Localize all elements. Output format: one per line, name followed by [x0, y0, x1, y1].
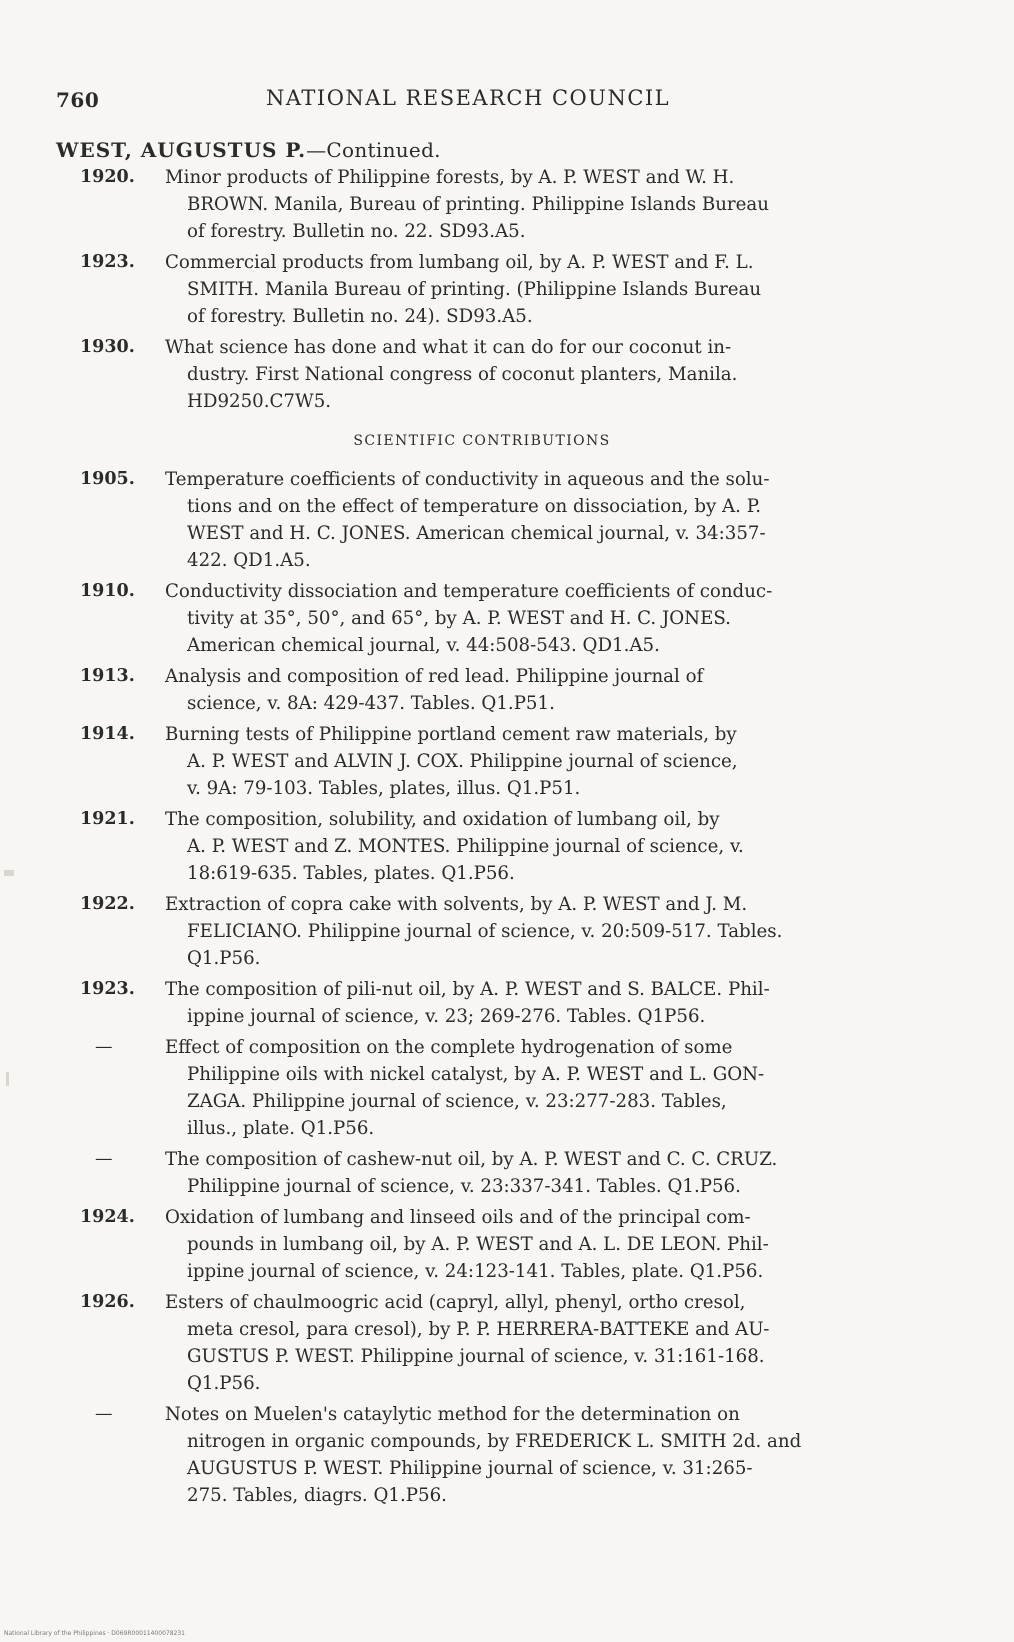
entry-year: 1910. — [80, 581, 135, 601]
bibliography-entry — [70, 1401, 925, 1509]
bibliography-entry — [70, 334, 925, 415]
entry-text — [165, 1034, 925, 1142]
entry-line: 18:619-635. Tables, plates. Q1.P56. — [187, 863, 515, 884]
entry-year: 1926. — [80, 1292, 135, 1312]
contribution-entries — [70, 466, 925, 1513]
entry-year: — — [95, 1037, 113, 1057]
entry-line: tions and on the effect of temperature on dissociation, by A. P. — [187, 496, 762, 517]
entry-line: BROWN. Manila, Bureau of printing. Philippine Islands Bureau — [187, 194, 769, 215]
entry-line: tivity at 35°, 50°, and 65°, by A. P. WEST and H. C. JONES. — [187, 608, 731, 629]
book-entries — [70, 164, 925, 419]
bibliography-entry — [70, 466, 925, 574]
entry-line: The composition, solubility, and oxidation of lumbang oil, by — [165, 809, 720, 830]
entry-line: illus., plate. Q1.P56. — [187, 1118, 375, 1139]
entry-year: 1921. — [80, 809, 135, 829]
bibliography-entry — [70, 976, 925, 1030]
bibliography-entry — [70, 578, 925, 659]
entry-line: 422. QD1.A5. — [187, 550, 311, 571]
bibliography-entry — [70, 249, 925, 330]
entry-line: Minor products of Philippine forests, by A. P. WEST and W. H. — [165, 167, 735, 188]
entry-year: 1913. — [80, 666, 135, 686]
entry-line: The composition of cashew-nut oil, by A. P. WEST and C. C. CRUZ. — [165, 1149, 778, 1170]
entry-year: 1922. — [80, 894, 135, 914]
entry-line: Conductivity dissociation and temperature coefficients of conduc- — [165, 581, 773, 602]
entry-text — [165, 976, 925, 1030]
entry-line: Q1.P56. — [187, 948, 261, 969]
entry-line: 275. Tables, diagrs. Q1.P56. — [187, 1485, 447, 1506]
bibliography-entry — [70, 663, 925, 717]
section-heading: SCIENTIFIC CONTRIBUTIONS — [353, 433, 611, 449]
entry-year: 1924. — [80, 1207, 135, 1227]
author-name: WEST, AUGUSTUS P. — [56, 138, 307, 162]
entry-line: AUGUSTUS P. WEST. Philippine journal of science, v. 31:265- — [187, 1458, 753, 1479]
entry-year: — — [95, 1149, 113, 1169]
entry-text — [165, 663, 925, 717]
entry-text — [165, 164, 925, 245]
scan-footer: National Library of the Philippines · D069R00011400078231 — [4, 1630, 185, 1637]
running-title: NATIONAL RESEARCH COUNCIL — [266, 86, 671, 110]
entry-line: v. 9A: 79-103. Tables, plates, illus. Q1.P51. — [187, 778, 581, 799]
bibliography-entry — [70, 1146, 925, 1200]
entry-year: 1923. — [80, 252, 135, 272]
entry-line: Commercial products from lumbang oil, by A. P. WEST and F. L. — [165, 252, 754, 273]
scan-mark — [6, 1072, 9, 1086]
entry-line: The composition of pili-nut oil, by A. P. WEST and S. BALCE. Phil- — [165, 979, 770, 1000]
entry-line: of forestry. Bulletin no. 24). SD93.A5. — [187, 306, 533, 327]
entry-year: 1914. — [80, 724, 135, 744]
entry-text — [165, 721, 925, 802]
entry-line: WEST and H. C. JONES. American chemical journal, v. 34:357- — [187, 523, 766, 544]
entry-line: FELICIANO. Philippine journal of science, v. 20:509-517. Tables. — [187, 921, 783, 942]
author-heading — [56, 138, 441, 162]
scan-mark — [4, 870, 14, 876]
entry-line: Oxidation of lumbang and linseed oils and of the principal com- — [165, 1207, 751, 1228]
entry-line: Philippine journal of science, v. 23:337-341. Tables. Q1.P56. — [187, 1176, 741, 1197]
entry-line: GUSTUS P. WEST. Philippine journal of science, v. 31:161-168. — [187, 1346, 765, 1367]
entry-text — [165, 1146, 925, 1200]
entry-line: HD9250.C7W5. — [187, 391, 332, 412]
entry-line: dustry. First National congress of coconut planters, Manila. — [187, 364, 738, 385]
bibliography-entry — [70, 1034, 925, 1142]
entry-line: Extraction of copra cake with solvents, by A. P. WEST and J. M. — [165, 894, 748, 915]
entry-line: American chemical journal, v. 44:508-543. QD1.A5. — [187, 635, 660, 656]
bibliography-entry — [70, 721, 925, 802]
entry-line: Notes on Muelen's cataylytic method for the determination on — [165, 1404, 740, 1425]
entry-line: ippine journal of science, v. 23; 269-276. Tables. Q1P56. — [187, 1006, 706, 1027]
page-header — [56, 84, 916, 124]
author-heading-suffix: —Continued. — [306, 138, 441, 162]
bibliography-entry — [70, 806, 925, 887]
entry-year: 1905. — [80, 469, 135, 489]
entry-line: Philippine oils with nickel catalyst, by A. P. WEST and L. GON- — [187, 1064, 765, 1085]
entry-year: — — [95, 1404, 113, 1424]
entry-line: of forestry. Bulletin no. 22. SD93.A5. — [187, 221, 526, 242]
entry-line: Q1.P56. — [187, 1373, 261, 1394]
bibliography-entry — [70, 891, 925, 972]
entry-year: 1920. — [80, 167, 135, 187]
entry-line: pounds in lumbang oil, by A. P. WEST and A. L. DE LEON. Phil- — [187, 1234, 769, 1255]
bibliography-entry — [70, 1289, 925, 1397]
bibliography-entry — [70, 1204, 925, 1285]
entry-text — [165, 249, 925, 330]
entry-line: meta cresol, para cresol), by P. P. HERRERA-BATTEKE and AU- — [187, 1319, 770, 1340]
entry-line: Analysis and composition of red lead. Philippine journal of — [165, 666, 704, 687]
entry-text — [165, 1204, 925, 1285]
entry-text — [165, 891, 925, 972]
bibliography-entry — [70, 164, 925, 245]
entry-line: Temperature coefficients of conductivity in aqueous and the solu- — [165, 469, 770, 490]
entry-line: Esters of chaulmoogric acid (capryl, allyl, phenyl, ortho cresol, — [165, 1292, 746, 1313]
entry-text — [165, 578, 925, 659]
entry-text — [165, 466, 925, 574]
page-number: 760 — [56, 88, 100, 112]
entry-line: A. P. WEST and Z. MONTES. Philippine journal of science, v. — [187, 836, 744, 857]
entry-text — [165, 1401, 925, 1509]
entry-line: SMITH. Manila Bureau of printing. (Philippine Islands Bureau — [187, 279, 762, 300]
entry-line: nitrogen in organic compounds, by FREDERICK L. SMITH 2d. and — [187, 1431, 802, 1452]
entry-line: ZAGA. Philippine journal of science, v. 23:277-283. Tables, — [187, 1091, 727, 1112]
entry-line: What science has done and what it can do for our coconut in- — [165, 337, 732, 358]
entry-year: 1923. — [80, 979, 135, 999]
entry-line: ippine journal of science, v. 24:123-141. Tables, plate. Q1.P56. — [187, 1261, 764, 1282]
entry-text — [165, 334, 925, 415]
entry-line: Burning tests of Philippine portland cement raw materials, by — [165, 724, 737, 745]
entry-line: Effect of composition on the complete hydrogenation of some — [165, 1037, 733, 1058]
entry-text — [165, 1289, 925, 1397]
entry-text — [165, 806, 925, 887]
entry-line: A. P. WEST and ALVIN J. COX. Philippine journal of science, — [187, 751, 738, 772]
entry-line: science, v. 8A: 429-437. Tables. Q1.P51. — [187, 693, 555, 714]
entry-year: 1930. — [80, 337, 135, 357]
